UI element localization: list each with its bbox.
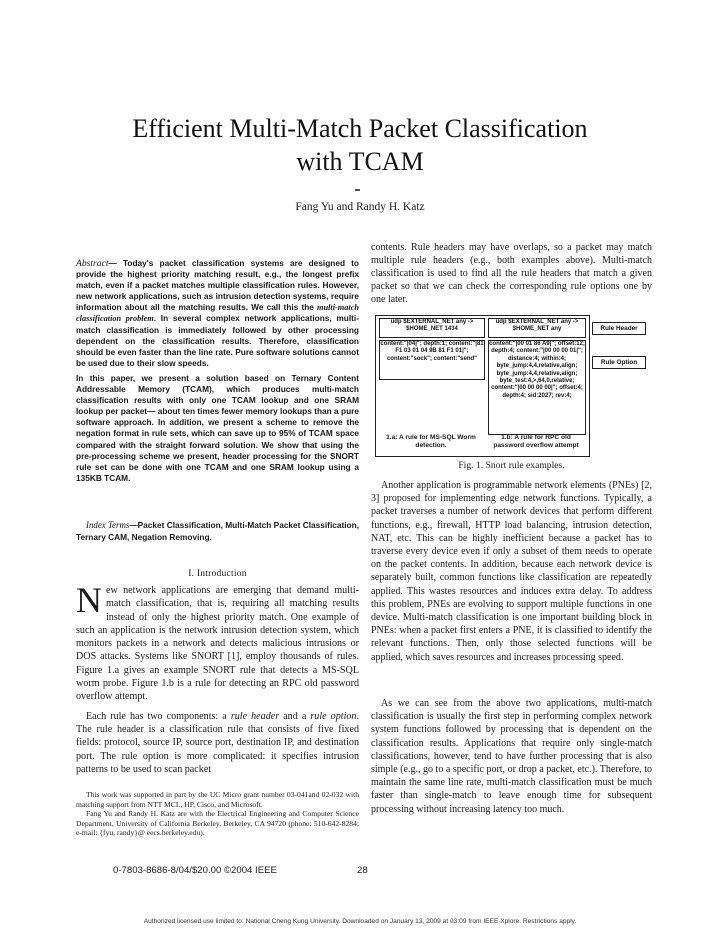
abstract-p1-em: multi-match classification problem xyxy=(76,303,359,324)
fig-b-header-box: udp $EXTERNAL_NET any -> $HOME_NET any xyxy=(488,318,586,338)
fig-a-label: 1.a: A rule for MS-SQL Worm detection. xyxy=(386,434,476,449)
abstract-p1a: — Today's packet classification systems are designed to provide the highest priority matching result, e.g., the longest prefix match, even if a packet matches multiple classification rules. However, new network applications, such as intrusion detection systems, require information about all the matching results. We call this the xyxy=(76,258,359,313)
right-pne-paragraph xyxy=(371,479,652,664)
legend-rule-option: Rule Option xyxy=(592,356,646,369)
fig-a-header-box: udp $EXTERNAL_NET any -> $HOME_NET 1434 xyxy=(379,318,485,338)
intro-p2b: and a xyxy=(279,710,311,722)
intro-p2-em1: rule header xyxy=(230,710,280,722)
index-terms-text: —Packet Classification, Multi-Match Packet Classification, Ternary CAM, Negation Removing. xyxy=(76,520,359,542)
intro-text xyxy=(76,580,359,776)
abstract-p2: In this paper, we present a solution based on Ternary Content Addressable Memory (TCAM), which produces multi-match classification results with only one TCAM lookup and one SRAM lookup per packet— about ten times fewer memory lookups than a pure software approach. In addition, we present a scheme to remove the negation format in rule sets, which can save up to 95% of TCAM space compared with the straight forward solution. We show that using the pre-processing scheme we present, header processing for the SNORT rule set can be done with one TCAM and one SRAM lookup using a 135KB TCAM. xyxy=(76,372,359,483)
fig-b-option-box: content:"|00 01 86 A9|"; offset:12; depth:4; content:"|00 00 00 01|"; distance:4; within:4; byte_jump:4,4,relative,align; byte_jump:4,4,relative,align; byte_test:4,>,64,0,relative; content:"|00 00 00 00|"; offset:4; depth:4; sid:2027; rev:4; xyxy=(488,340,586,435)
authorized-notice: Authorized licensed use limited to: National Cheng Kung University. Downloaded on January 13, 2009 at 03:09 from IEEE Xplore. Restrictions apply. xyxy=(143,918,577,925)
figure-caption: Fig. 1. Snort rule examples. xyxy=(458,460,565,471)
index-terms-label: Index Terms xyxy=(86,520,130,530)
abstract xyxy=(76,258,359,484)
pne-paragraph: Another application is programmable network elements (PNEs) [2, 3] proposed for implementing edge network functions. Typically, a packet traverses a number of network devices that perform different functions, e.g., firewall, HTTP load balancing, intrusion detection, NAT, etc. This can be highly inefficient because a packet has to traverse every device even if only a subset of them needs to operate on the packet contents. In addition, because each network device is separately built, common functions like classification are repeatedly applied. This wastes resources and induces extra delay. To address this problem, PNEs are evolving to support multiple functions in one device. Multi-match classification is one important building block in PNEs: when a packet first enters a PNE, it is classified to identify the relevant functions. Then, only those selected functions will be applied, which saves resources and increases processing speed. xyxy=(371,480,652,663)
page-number: 28 xyxy=(357,865,368,876)
intro-p2-em2: rule option xyxy=(310,710,357,722)
footnote-2: Fang Yu and Randy H. Katz are with the Electrical Engineering and Computer Science Department, University of California Berkeley, Berkeley, CA 94720 (phone: 510-642-8284; e-mail: {fyu, randy}@ eecs.berkeley.edu). xyxy=(76,809,359,838)
footnote xyxy=(76,790,359,838)
authors: Fang Yu and Randy H. Katz xyxy=(295,201,425,213)
dropcap: N xyxy=(76,580,102,620)
intro-p2c: . The rule header is a classification rule that consists of five fixed fields: protocol, source IP, source port, destination IP, and destination port. The rule option is more complicated: it specifies intrusion patterns to be used to scan packet xyxy=(76,710,359,775)
intro-p2a: Each rule has two components: a xyxy=(86,710,231,722)
paper-title xyxy=(0,112,720,178)
last-paragraph: As we can see from the above two applications, multi-match classification is usually the first step in performing complex network system functions followed by processing that is dependent on the classification results. Applications that require only single-match classifications, however, tend to have further processing that is also simple (e.g., go to a specific port, or drop a packet, etc.). Therefore, to maintain the same line rate, multi-match classification must be much faster than single-match to leave enough time for subsequent processing without increasing latency too much. xyxy=(371,698,652,815)
abstract-p1b: . In several complex network applications, multi-match classification is immediately followed by other processing dependent on the classification results. Therefore, classification should be even faster than the line rate. Pure software solutions cannot be used due to their slow speeds. xyxy=(76,313,359,368)
intro-p1: ew network applications are emerging that demand multi-match classification, that is, requiring all matching results instead of only the highest priority match. One example of such an application is the network intrusion detection system, which monitors packets in a network and detects malicious intrusions or DOS attacks. Systems like SNORT [1], employ thousands of rules. Figure 1.a gives an example SNORT rule that detects a MS-SQL worm probe. Figure 1.b is a rule for detecting an RPC old password overflow attempt. xyxy=(76,585,359,703)
title-line-2: with TCAM xyxy=(296,147,424,176)
isbn-line: 0-7803-8686-8/04/$20.00 ©2004 IEEE xyxy=(113,865,277,876)
stray-mark xyxy=(355,189,360,191)
figure-frame xyxy=(375,315,590,457)
right-last-paragraph xyxy=(371,697,652,816)
figure-1 xyxy=(371,318,652,468)
right-top-paragraph: contents. Rule headers may have overlaps, so a packet may match multiple rule headers (e.g., both examples above). Multi-match classification is used to find all the rule headers that match a given packet so that we can check the corresponding rule options one by one later. xyxy=(371,242,652,306)
fig-b-label: 1.b: A rule for RPC old password overflow attempt xyxy=(493,434,579,449)
fig-a-option-box: content:"|04|"; depth:1; content:"|81 F1 03 01 04 9B 81 F1 01|"; content:"sock"; content:"send" xyxy=(379,340,485,380)
title-line-1: Efficient Multi-Match Packet Classification xyxy=(132,114,588,143)
index-terms xyxy=(76,520,359,543)
legend-rule-header: Rule Header xyxy=(592,322,646,335)
abstract-label: Abstract xyxy=(76,258,109,269)
section-heading: I. Introduction xyxy=(188,568,247,579)
footnote-1: This work was supported in part by the UC Micro grant number 03-041and 02-032 with matching support from NTT MCL, HP, Cisco, and Microsoft. xyxy=(76,790,359,809)
